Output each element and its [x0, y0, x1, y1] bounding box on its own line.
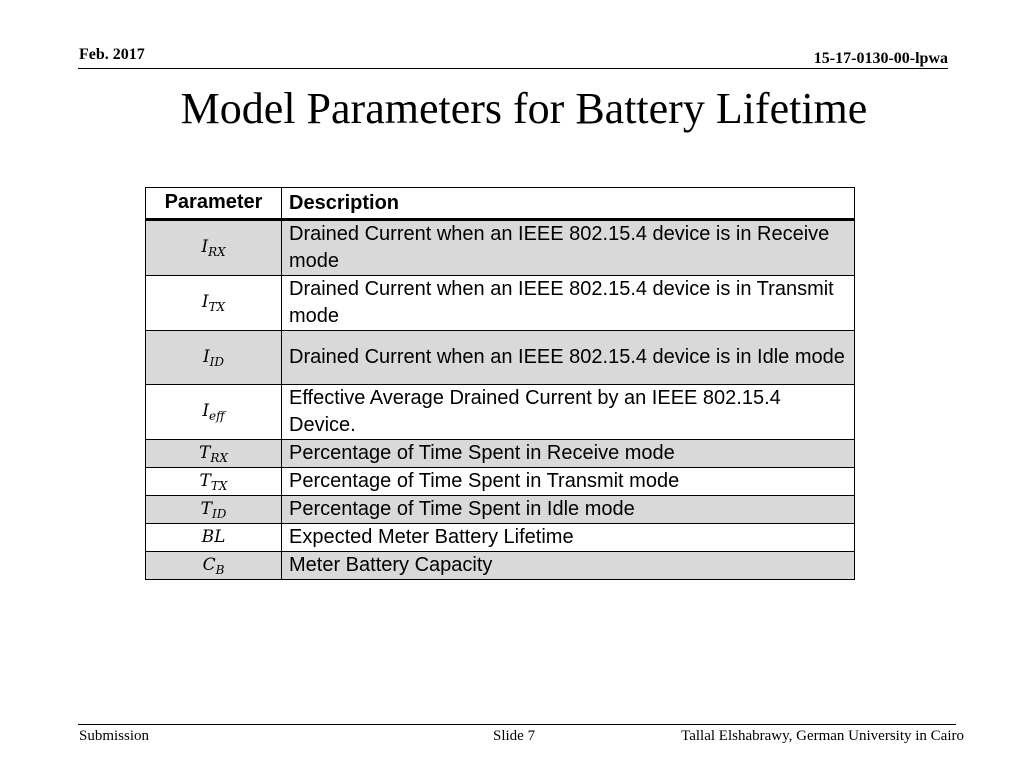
parameter-symbol [146, 524, 282, 552]
parameter-symbol [146, 276, 282, 331]
parameter-description: Percentage of Time Spent in Receive mode [282, 440, 855, 468]
footer-slide-number: Slide 7 [493, 728, 536, 744]
symbol-subscript: TX [208, 300, 226, 314]
header-date: Feb. 2017 [79, 46, 145, 63]
symbol-subscript: RX [210, 450, 228, 465]
table-row [146, 331, 855, 385]
parameter-description: Drained Current when an IEEE 802.15.4 device is in Receive mode [282, 220, 855, 276]
table-row [146, 524, 855, 552]
parameter-description: Meter Battery Capacity [282, 552, 855, 580]
parameter-symbol [146, 496, 282, 524]
symbol-subscript: ID [211, 506, 227, 521]
footer-author: Tallal Elshabrawy, German University in Cairo [681, 728, 964, 744]
symbol-base: I [201, 237, 209, 257]
symbol-subscript: RX [208, 245, 226, 259]
parameter-description: Expected Meter Battery Lifetime [282, 524, 855, 552]
table-row [146, 385, 855, 440]
symbol-base: BL [201, 526, 226, 547]
symbol-subscript: TX [210, 478, 228, 493]
parameter-symbol [146, 552, 282, 580]
parameter-symbol [146, 385, 282, 440]
table-header-row [146, 188, 855, 220]
table-row [146, 220, 855, 276]
header-divider [78, 68, 948, 69]
table-row [146, 552, 855, 580]
parameter-symbol [146, 331, 282, 385]
parameter-symbol [146, 468, 282, 496]
parameter-description: Drained Current when an IEEE 802.15.4 device is in Transmit mode [282, 276, 855, 331]
footer-submission: Submission [79, 728, 150, 744]
slide-title: Model Parameters for Battery Lifetime [180, 84, 868, 133]
symbol-subscript: B [215, 562, 225, 577]
parameter-symbol [146, 440, 282, 468]
table-row [146, 440, 855, 468]
table-row [146, 468, 855, 496]
header-document-id: 15-17-0130-00-lpwa [813, 50, 948, 67]
parameter-description: Drained Current when an IEEE 802.15.4 device is in Idle mode [282, 331, 855, 385]
symbol-subscript: eff [209, 409, 225, 423]
footer-divider [78, 724, 956, 725]
symbol-base: T [199, 470, 211, 491]
parameter-description: Percentage of Time Spent in Transmit mode [282, 468, 855, 496]
symbol-base: T [200, 498, 212, 519]
symbol-base: T [199, 442, 211, 463]
parameters-table [145, 187, 855, 580]
parameter-description: Percentage of Time Spent in Idle mode [282, 496, 855, 524]
parameter-symbol [146, 220, 282, 276]
symbol-base: I [202, 401, 210, 421]
column-header-description: Description [282, 188, 855, 220]
symbol-base: I [201, 292, 209, 312]
symbol-subscript: ID [209, 354, 225, 369]
table-row [146, 276, 855, 331]
symbol-base: C [202, 554, 216, 575]
table-row [146, 496, 855, 524]
symbol-base: I [202, 346, 210, 367]
column-header-parameter: Parameter [146, 188, 282, 220]
parameter-description: Effective Average Drained Current by an IEEE 802.15.4 Device. [282, 385, 855, 440]
